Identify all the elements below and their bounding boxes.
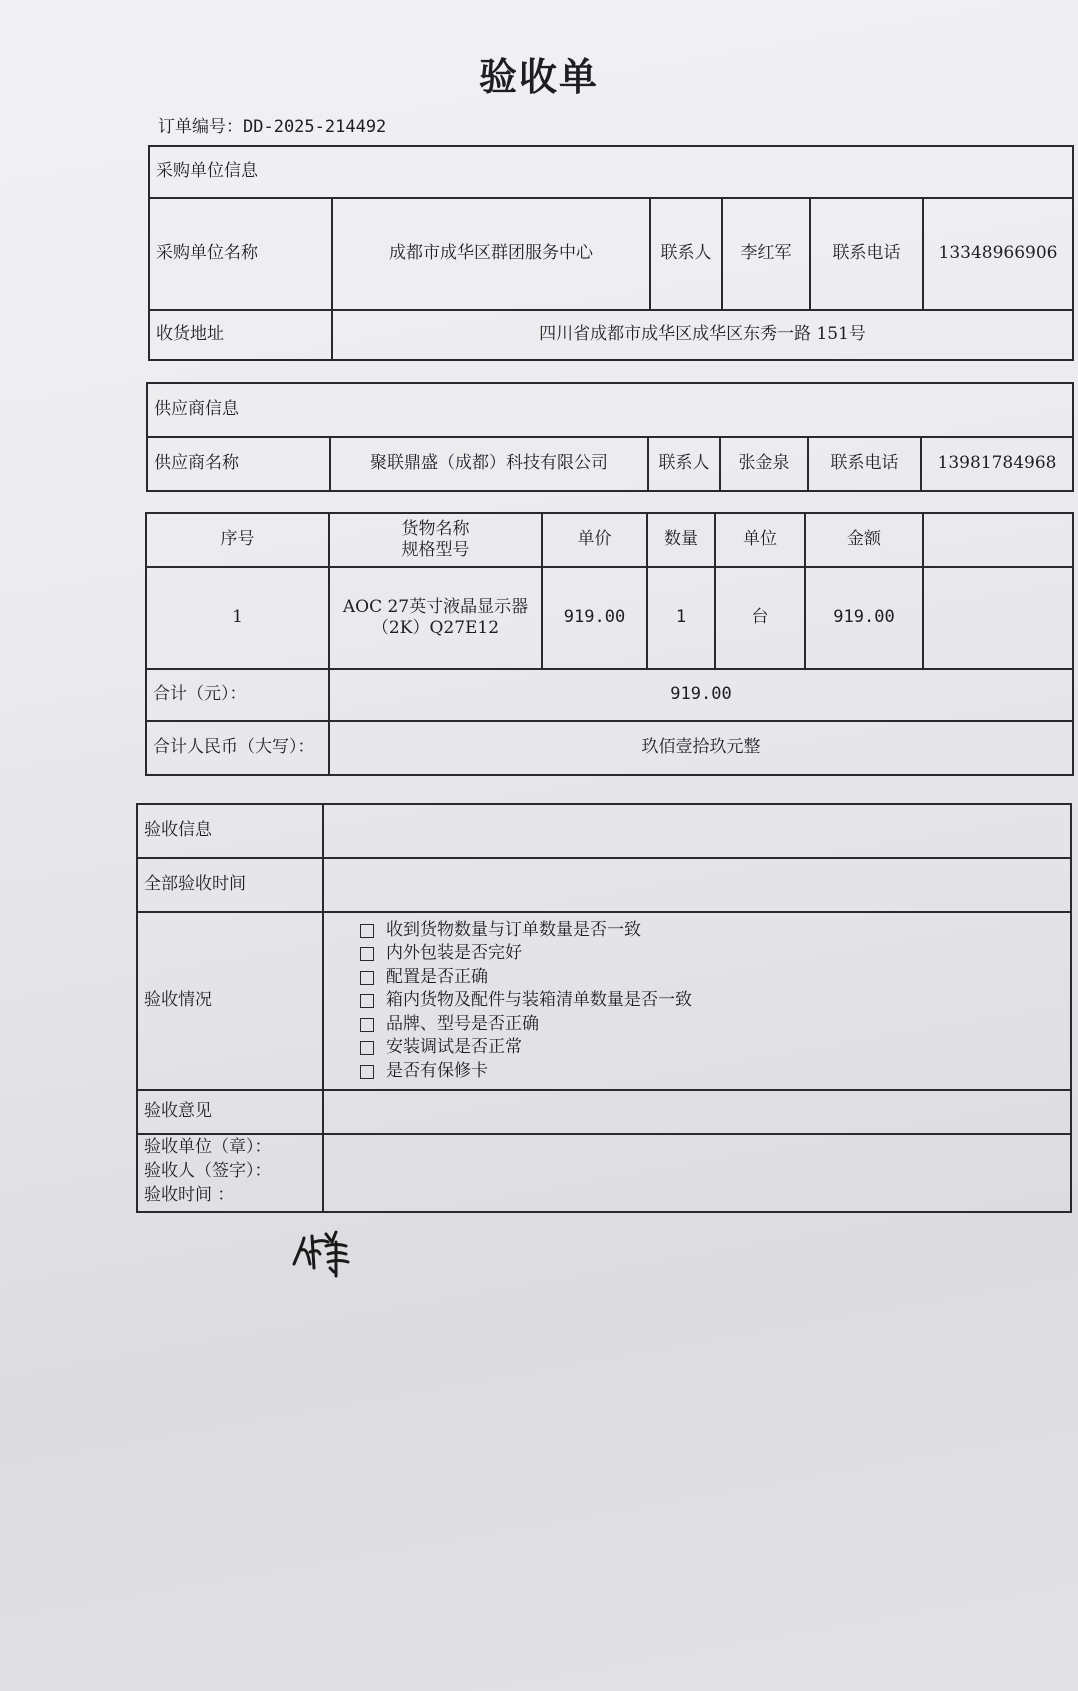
header-seq: 序号	[146, 513, 329, 567]
order-number-value: DD-2025-214492	[243, 117, 387, 137]
acceptance-person-label: 验收人（签字）：	[144, 1161, 272, 1181]
header-unit: 单位	[715, 513, 805, 567]
purchaser-name-label: 采购单位名称	[149, 198, 332, 310]
checkbox-icon[interactable]	[360, 924, 374, 938]
supplier-table	[146, 382, 1074, 492]
supplier-name: 聚联鼎盛（成都）科技有限公司	[330, 437, 648, 491]
acceptance-info-label: 验收信息	[137, 804, 323, 858]
checkbox-icon[interactable]	[360, 947, 374, 961]
acceptance-info-value	[323, 804, 1071, 858]
checklist-item-label: 箱内货物及配件与装箱清单数量是否一致	[386, 990, 692, 1011]
delivery-address-label: 收货地址	[149, 310, 332, 360]
row-goods-name-line2: （2K）Q27E12	[371, 618, 500, 638]
acceptance-status-label: 验收情况	[137, 912, 323, 1090]
checklist-item-label: 收到货物数量与订单数量是否一致	[386, 919, 641, 940]
purchaser-name: 成都市成华区群团服务中心	[332, 198, 650, 310]
handwritten-signature	[288, 1228, 354, 1280]
checklist-item[interactable]	[360, 1036, 1064, 1060]
purchaser-table	[148, 145, 1074, 361]
header-unit-price: 单价	[542, 513, 647, 567]
header-goods-name-line1: 货物名称	[401, 518, 470, 539]
checklist-item-label: 内外包装是否完好	[386, 943, 522, 964]
checkbox-icon[interactable]	[360, 1065, 374, 1079]
table-row	[146, 567, 1073, 669]
checkbox-icon[interactable]	[360, 1041, 374, 1055]
purchaser-contact: 李红军	[722, 198, 810, 310]
supplier-name-label: 供应商名称	[147, 437, 330, 491]
checklist-item[interactable]	[360, 966, 1064, 990]
order-number-label: 订单编号：	[158, 117, 243, 137]
header-goods-name-line2: 规格型号	[401, 540, 470, 560]
total-rmb-value: 玖佰壹拾玖元整	[329, 721, 1073, 775]
goods-table	[145, 512, 1074, 776]
checklist-item[interactable]	[360, 919, 1064, 943]
supplier-section-title: 供应商信息	[147, 383, 1073, 437]
acceptance-date-label: 验收时间 ：	[144, 1185, 235, 1205]
acceptance-sign-value	[323, 1134, 1071, 1212]
checklist-item[interactable]	[360, 989, 1064, 1013]
supplier-contact-label: 联系人	[648, 437, 720, 491]
total-rmb-label: 合计人民币（大写）：	[146, 721, 329, 775]
acceptance-sign-labels	[137, 1134, 323, 1212]
goods-header-row	[146, 513, 1073, 567]
purchaser-section-title: 采购单位信息	[149, 146, 1073, 198]
row-goods-name-line1: AOC 27英寸液晶显示器	[342, 596, 529, 617]
checklist-item-label: 是否有保修卡	[386, 1060, 488, 1081]
row-blank	[923, 567, 1073, 669]
acceptance-time-label: 全部验收时间	[137, 858, 323, 912]
checklist-item[interactable]	[360, 942, 1064, 966]
purchaser-phone-label: 联系电话	[810, 198, 923, 310]
header-goods-name	[329, 513, 542, 567]
checklist-item[interactable]	[360, 1060, 1064, 1084]
checklist-item-label: 配置是否正确	[386, 966, 488, 987]
total-label: 合计（元）：	[146, 669, 329, 721]
header-amount: 金额	[805, 513, 923, 567]
header-qty: 数量	[647, 513, 715, 567]
row-unit-price: 919.00	[542, 567, 647, 669]
checklist-item-label: 安装调试是否正常	[386, 1037, 522, 1058]
row-qty: 1	[647, 567, 715, 669]
supplier-phone: 13981784968	[921, 437, 1073, 491]
order-number	[158, 112, 386, 137]
checklist-item-label: 品牌、型号是否正确	[386, 1013, 539, 1034]
checkbox-icon[interactable]	[360, 1018, 374, 1032]
acceptance-unit-label: 验收单位（章）：	[144, 1137, 272, 1157]
header-blank	[923, 513, 1073, 567]
checkbox-icon[interactable]	[360, 994, 374, 1008]
supplier-phone-label: 联系电话	[808, 437, 921, 491]
acceptance-table	[136, 803, 1072, 1213]
supplier-contact: 张金泉	[720, 437, 808, 491]
acceptance-checklist	[330, 919, 1064, 1084]
row-goods-name	[329, 567, 542, 669]
acceptance-checklist-cell	[323, 912, 1071, 1090]
page-title: 验收单	[478, 55, 599, 99]
delivery-address: 四川省成都市成华区成华区东秀一路 151号	[332, 310, 1073, 360]
acceptance-time-value	[323, 858, 1071, 912]
acceptance-opinion-value	[323, 1090, 1071, 1134]
row-seq: 1	[146, 567, 329, 669]
row-unit: 台	[715, 567, 805, 669]
total-value: 919.00	[329, 669, 1073, 721]
acceptance-opinion-label: 验收意见	[137, 1090, 323, 1134]
purchaser-phone: 13348966906	[923, 198, 1073, 310]
purchaser-contact-label: 联系人	[650, 198, 722, 310]
checklist-item[interactable]	[360, 1013, 1064, 1037]
checkbox-icon[interactable]	[360, 971, 374, 985]
row-amount: 919.00	[805, 567, 923, 669]
